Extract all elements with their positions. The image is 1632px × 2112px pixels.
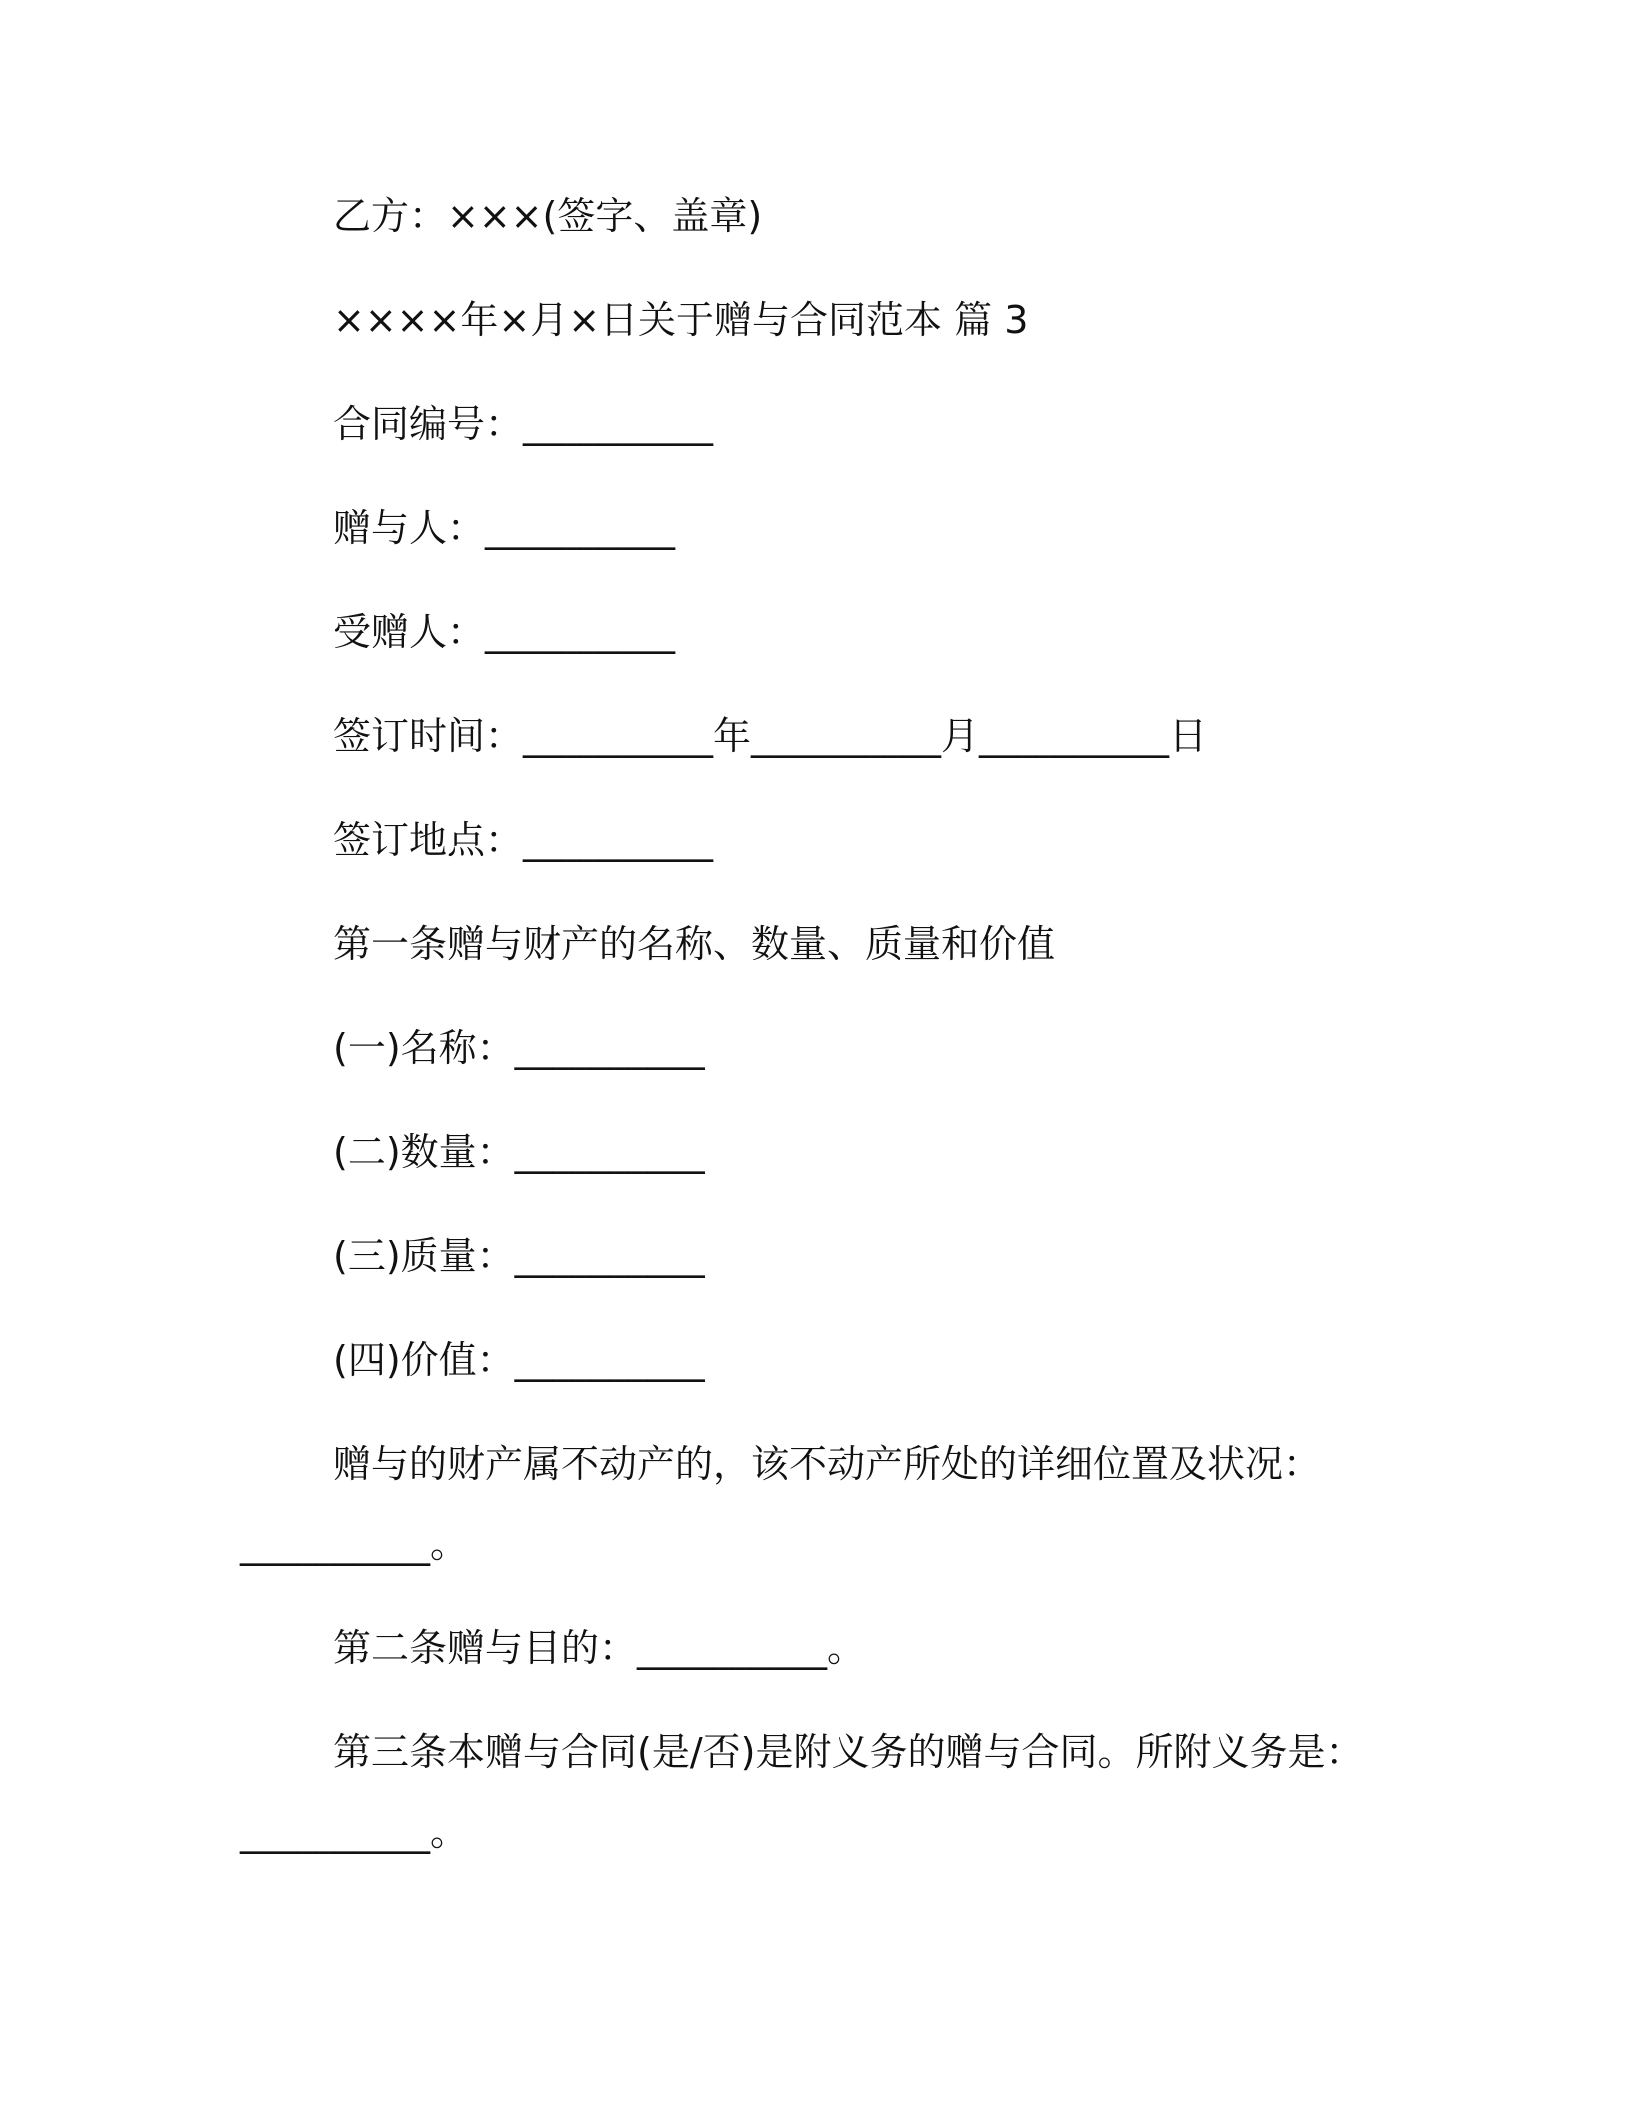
contract-number-field: 合同编号：__________: [333, 402, 714, 446]
party-b-signature-line: 乙方：×××(签字、盖章): [333, 194, 763, 238]
real-estate-paragraph: 赠与的财产属不动产的，该不动产所处的详细位置及状况：: [333, 1442, 1322, 1486]
donee-field: 受赠人：__________: [333, 610, 676, 654]
signing-place-field: 签订地点：__________: [333, 818, 714, 862]
date-and-section-title: ××××年×月×日关于赠与合同范本 篇 3: [333, 298, 1029, 342]
signing-date-field: 签订时间：__________年__________月__________日: [333, 714, 1208, 758]
item-name-field: (一)名称：__________: [333, 1026, 705, 1070]
real-estate-blank: __________。: [240, 1522, 469, 1566]
donor-field: 赠与人：__________: [333, 506, 676, 550]
article-three-paragraph: 第三条本赠与合同(是/否)是附义务的赠与合同。所附义务是：: [333, 1730, 1364, 1774]
item-quality-field: (三)质量：__________: [333, 1234, 705, 1278]
item-value-field: (四)价值：__________: [333, 1338, 705, 1382]
article-one-heading: 第一条赠与财产的名称、数量、质量和价值: [333, 922, 1056, 966]
obligation-blank: __________。: [240, 1810, 469, 1854]
item-quantity-field: (二)数量：__________: [333, 1130, 705, 1174]
article-two-purpose: 第二条赠与目的：__________。: [333, 1626, 866, 1670]
